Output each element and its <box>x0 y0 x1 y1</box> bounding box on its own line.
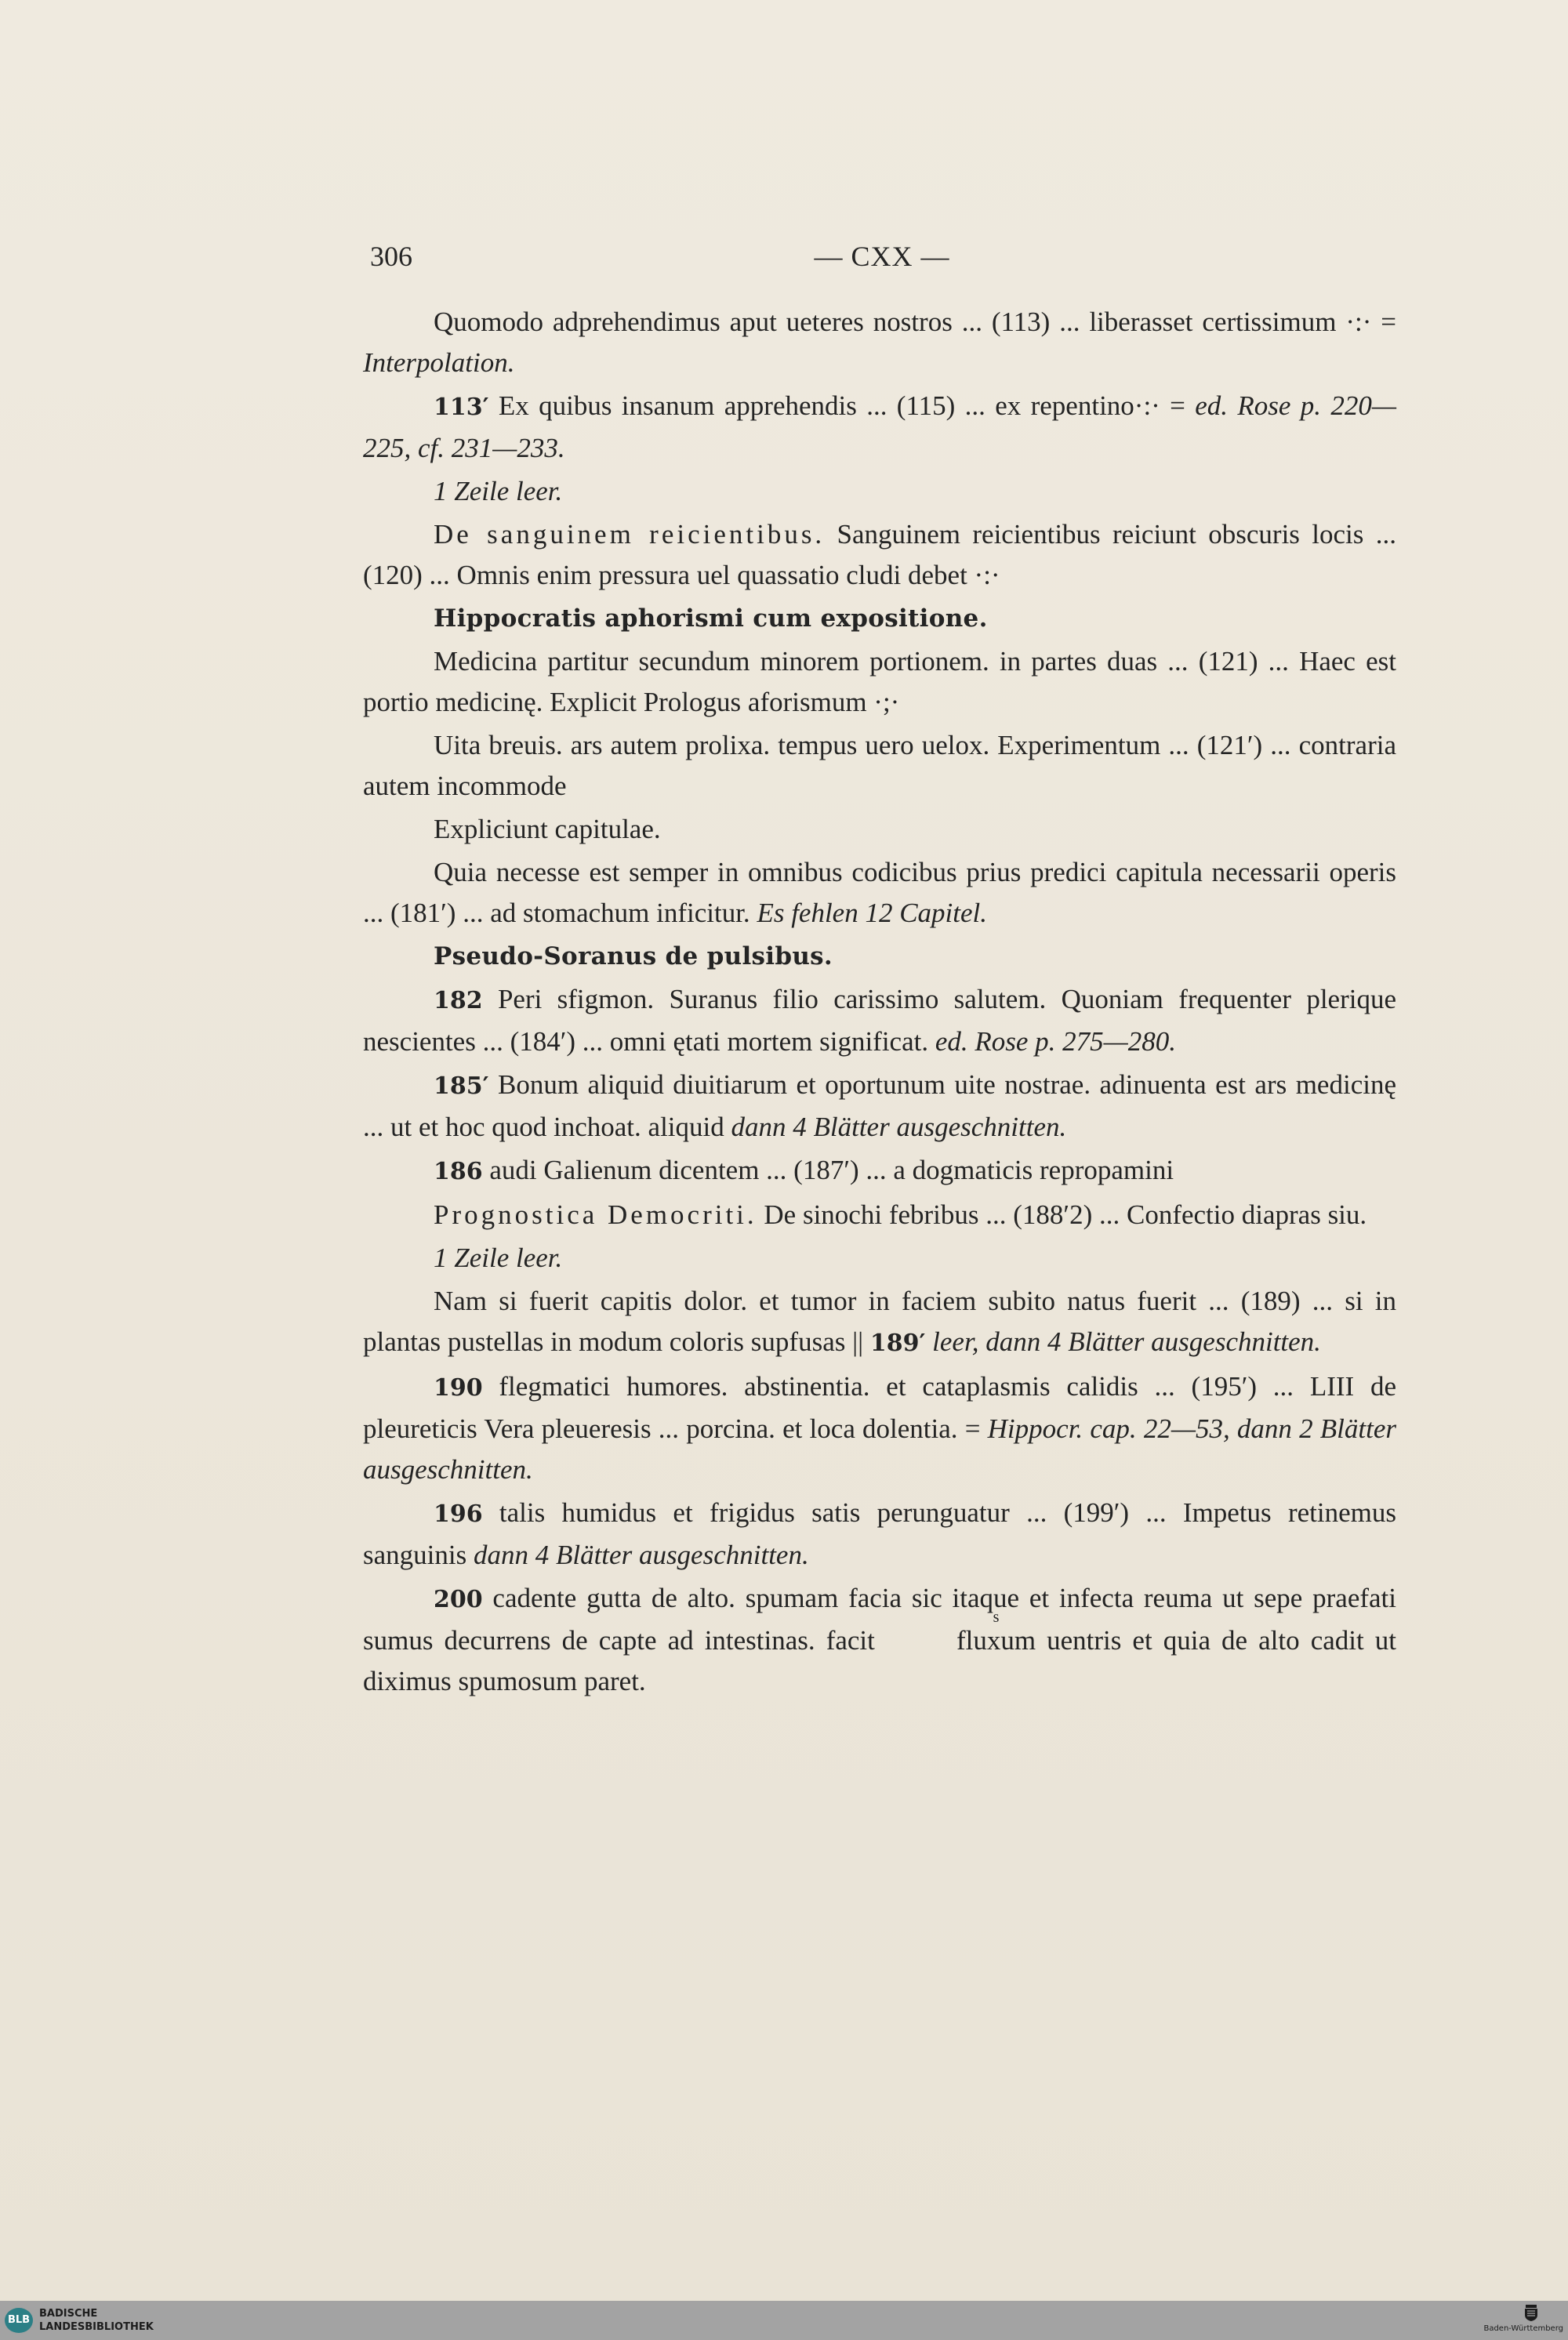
note-line: 1 Zeile leer. <box>434 1243 563 1273</box>
paragraph: Uita breuis. ars autem prolixa. tempus uero uelox. Experimentum ... (121′) ... contraria autem incommode <box>363 730 1396 801</box>
running-head: — CXX — <box>814 241 950 272</box>
folio-number: 185′ <box>434 1072 489 1100</box>
paragraph: De sanguinem reicientibus. Sanguinem reicientibus reiciunt obscuris locis ... (120) ... Omnis enim pressura uel quassatio cludi debet ·:· <box>363 519 1396 590</box>
note-line: 1 Zeile leer. <box>434 476 563 506</box>
state-label: Baden-Württemberg <box>1483 2324 1563 2333</box>
library-name: BADISCHE LANDESBIBLIOTHEK <box>39 2308 154 2333</box>
paragraph: Quia necesse est semper in omnibus codicibus prius predici capitula necessarii operis ... (181′) ... ad stomachum inficitur. Es fehlen 12 Capitel. <box>363 857 1396 928</box>
paragraph: 182 Peri sfigmon. Suranus filio carissimo salutem. Quoniam frequenter plerique nescientes ... (184′) ... omni ętati mortem significat. ed. Rose p. 275—280. <box>363 984 1396 1057</box>
folio-number: 182 <box>434 987 483 1014</box>
paragraph: 196 talis humidus et frigidus satis perunguatur ... (199′) ... Impetus retinemus sanguinis dann 4 Blätter ausgeschnitten. <box>363 1497 1396 1570</box>
paragraph: Expliciunt capitulae. <box>434 814 661 844</box>
paragraph: 200 cadente gutta de alto. spumam facia sic itaque et infecta reuma ut sepe praefati sumus decurrens de capte ad intestinas. facit fluxum s uentris et quia de alto cadit ut diximus spumosum paret. <box>363 1583 1396 1696</box>
folio-number: 190 <box>434 1374 483 1402</box>
superscript-correction: fluxum s <box>956 1609 1036 1656</box>
section-heading: Hippocratis aphorismi cum expositione. <box>434 604 988 633</box>
paragraph: Nam si fuerit capitis dolor. et tumor in faciem subito natus fuerit ... (189) ... si in plantas pustellas in modum coloris supfusas || 189′ leer, dann 4 Blätter ausgeschnitten. <box>363 1286 1396 1357</box>
blb-logo-icon: BLB <box>5 2308 33 2333</box>
paragraph: 186 audi Galienum dicentem ... (187′) ... a dogmaticis repropamini <box>434 1155 1174 1185</box>
library-footer-bar <box>0 2301 1568 2340</box>
paragraph: 113′ Ex quibus insanum apprehendis ... (115) ... ex repentino·:· = ed. Rose p. 220—225, cf. 231—233. <box>363 390 1396 463</box>
paragraph: Quomodo adprehendimus aput ueteres nostros ... (113) ... liberasset certissimum ·:· = Interpolation. <box>363 307 1396 378</box>
paragraph: Prognostica Democriti. De sinochi febribus ... (188′2) ... Confectio diapras siu. <box>434 1199 1367 1230</box>
folio-number: 200 <box>434 1586 483 1613</box>
page-header <box>368 235 1396 282</box>
paragraph: 185′ Bonum aliquid diuitiarum et oportunum uite nostrae. adinuenta est ars medicinę ... ut et hoc quod inchoat. aliquid dann 4 Blätter ausgeschnitten. <box>363 1069 1396 1142</box>
folio-number: 113′ <box>434 394 489 421</box>
coat-of-arms-icon <box>1523 2303 1540 2322</box>
folio-number: 186 <box>434 1158 483 1185</box>
paragraph: 190 flegmatici humores. abstinentia. et cataplasmis calidis ... (195′) ... LIII de pleureticis Vera pleueresis ... porcina. et loca dolentia. = Hippocr. cap. 22—53, dann 2 Blätter ausgeschnitten. <box>363 1371 1396 1485</box>
page-body <box>363 302 1396 1702</box>
paragraph: Medicina partitur secundum minorem portionem. in partes duas ... (121) ... Haec est portio medicinę. Explicit Prologus aforismum ·;· <box>363 646 1396 717</box>
section-heading: Pseudo-Soranus de pulsibus. <box>434 942 833 970</box>
folio-number: 189′ <box>869 1330 926 1357</box>
folio-number: 196 <box>434 1500 483 1528</box>
page-number: 306 <box>370 241 412 272</box>
